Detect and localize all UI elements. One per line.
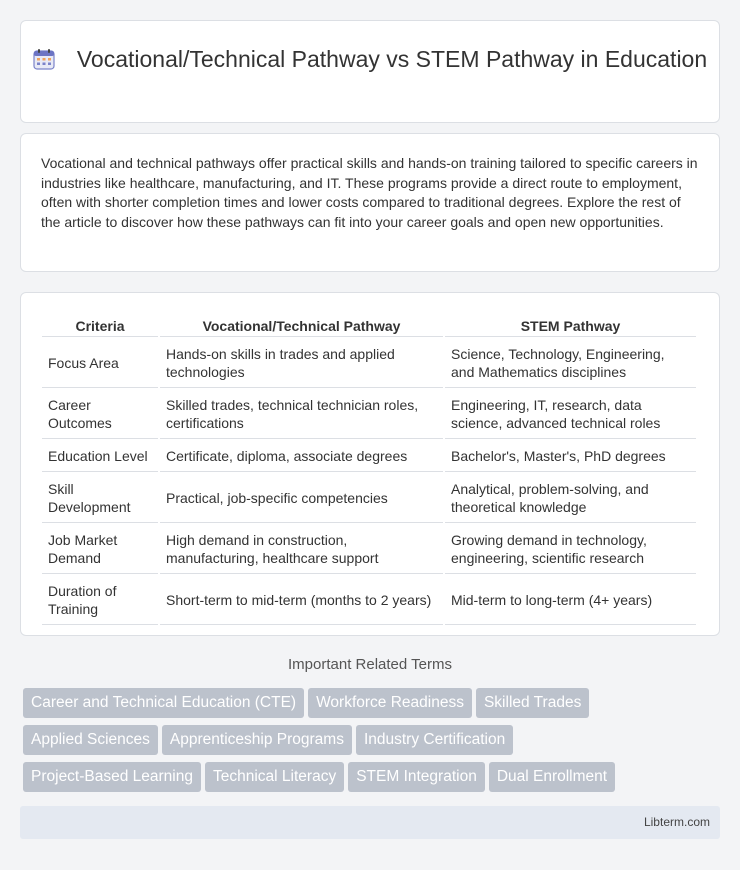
table-cell: Certificate, diploma, associate degrees: [160, 441, 443, 472]
table-cell: Skill Development: [42, 474, 158, 523]
table-header-row: [42, 313, 696, 337]
table-cell: Skilled trades, technical technician roles, certifications: [160, 390, 443, 439]
table-row: [42, 441, 696, 472]
table-row: [42, 525, 696, 574]
page-title-wrap: [21, 45, 719, 74]
related-terms-title: Important Related Terms: [288, 656, 452, 673]
table-cell: Focus Area: [42, 339, 158, 388]
related-term-tag[interactable]: Technical Literacy: [205, 762, 344, 792]
column-header: Criteria: [42, 313, 158, 337]
table-cell: Growing demand in technology, engineering, scientific research: [445, 525, 696, 574]
table-cell: Short-term to mid-term (months to 2 years): [160, 576, 443, 625]
table-cell: Job Market Demand: [42, 525, 158, 574]
related-term-tag[interactable]: Workforce Readiness: [308, 688, 472, 718]
related-terms-list: [23, 688, 723, 799]
table-cell: Bachelor's, Master's, PhD degrees: [445, 441, 696, 472]
comparison-table: [40, 311, 698, 627]
page-title: Vocational/Technical Pathway vs STEM Pathway in Education: [76, 46, 708, 72]
column-header: Vocational/Technical Pathway: [160, 313, 443, 337]
table-row: [42, 474, 696, 523]
related-term-tag[interactable]: Apprenticeship Programs: [162, 725, 352, 755]
table-cell: Career Outcomes: [42, 390, 158, 439]
table-cell: Analytical, problem-solving, and theoretical knowledge: [445, 474, 696, 523]
table-row: [42, 390, 696, 439]
related-term-tag[interactable]: Project-Based Learning: [23, 762, 201, 792]
table-cell: Education Level: [42, 441, 158, 472]
table-row: [42, 339, 696, 388]
column-header: STEM Pathway: [445, 313, 696, 337]
related-term-tag[interactable]: Career and Technical Education (CTE): [23, 688, 304, 718]
table-row: [42, 576, 696, 625]
related-term-tag[interactable]: Dual Enrollment: [489, 762, 615, 792]
intro-text: Vocational and technical pathways offer practical skills and hands-on training tailored to specific careers in industries like healthcare, manufacturing, and IT. These programs provide a direct route to employment, often with shorter completion times and lower costs compared to traditional degrees. Explore the rest of the article to discover how these pathways can fit into your career goals and open new opportunities.: [41, 155, 698, 230]
table-cell: Hands-on skills in trades and applied technologies: [160, 339, 443, 388]
comparison-table-card: [20, 292, 720, 636]
table-cell: High demand in construction, manufacturing, healthcare support: [160, 525, 443, 574]
footer-bar: [20, 806, 720, 839]
related-term-tag[interactable]: Industry Certification: [356, 725, 513, 755]
table-cell: Engineering, IT, research, data science, advanced technical roles: [445, 390, 696, 439]
table-cell: Duration of Training: [42, 576, 158, 625]
table-cell: Practical, job-specific competencies: [160, 474, 443, 523]
calendar-icon: [33, 48, 55, 70]
table-cell: Science, Technology, Engineering, and Mathematics disciplines: [445, 339, 696, 388]
footer-site-link[interactable]: Libterm.com: [643, 815, 710, 829]
intro-card: [20, 133, 720, 272]
related-term-tag[interactable]: Skilled Trades: [476, 688, 589, 718]
related-term-tag[interactable]: Applied Sciences: [23, 725, 158, 755]
header-card: [20, 20, 720, 123]
related-term-tag[interactable]: STEM Integration: [348, 762, 485, 792]
table-cell: Mid-term to long-term (4+ years): [445, 576, 696, 625]
